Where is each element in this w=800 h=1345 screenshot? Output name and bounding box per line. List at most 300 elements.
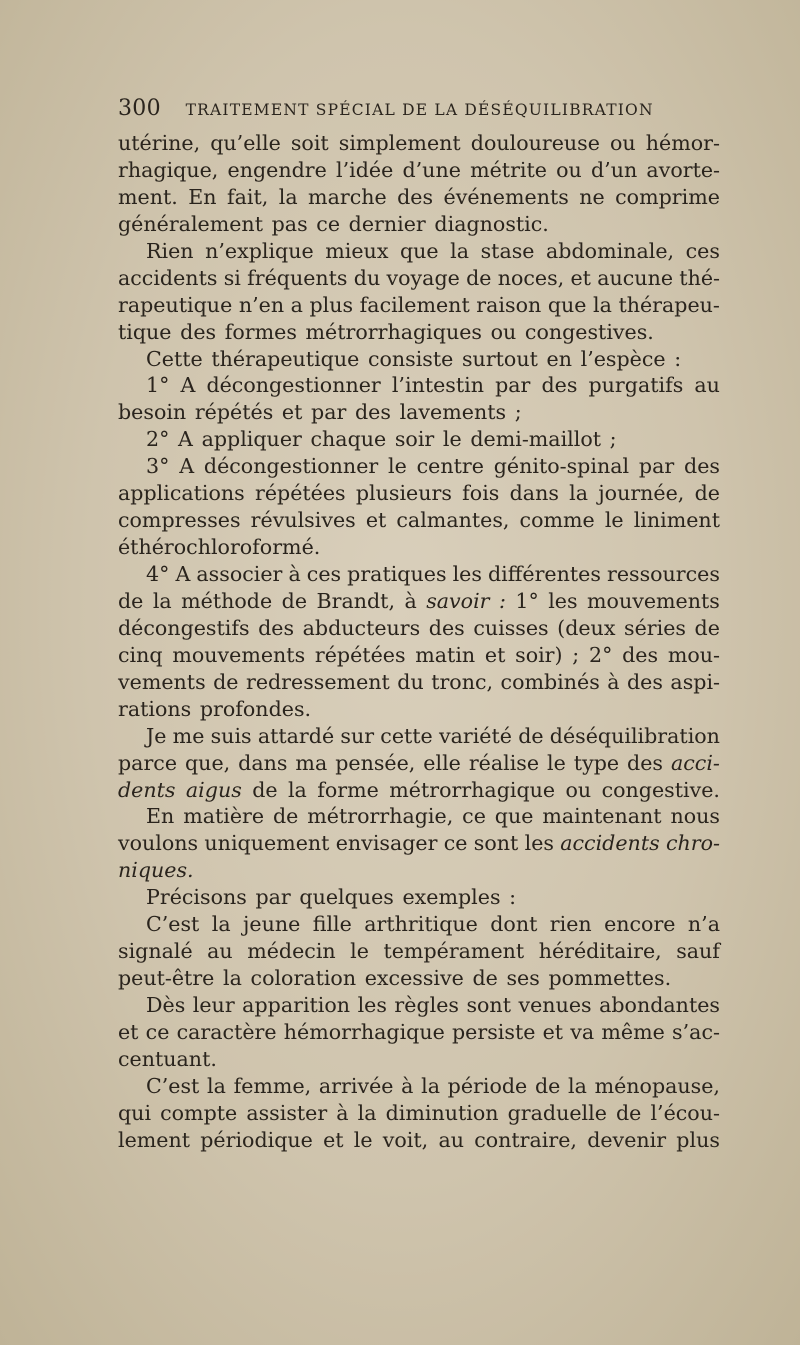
- text-word: métrorrhagiques: [305, 319, 482, 344]
- text-word: n’a: [687, 912, 720, 937]
- text-line: [118, 965, 720, 992]
- text-word: mou-: [667, 642, 720, 667]
- text-word: les: [524, 831, 554, 856]
- text-word: hémor-: [645, 131, 720, 155]
- text-word: 2°: [146, 427, 170, 452]
- text-word: soit: [290, 131, 329, 155]
- text-word: métrorrhagique: [389, 777, 556, 802]
- text-word: demi-maillot: [470, 427, 602, 452]
- text-line: [118, 157, 720, 184]
- text-word: pensée,: [335, 750, 416, 775]
- text-word: de: [518, 723, 544, 748]
- text-word: contraire,: [474, 1127, 577, 1152]
- text-line: [118, 911, 720, 938]
- text-line: [118, 615, 720, 642]
- text-word: thé-: [679, 265, 720, 290]
- text-word: ce: [443, 831, 468, 856]
- text-word: acci-: [670, 750, 720, 775]
- text-word: simplement: [338, 131, 461, 155]
- text-word: d’un: [590, 157, 638, 182]
- text-word: soir): [515, 642, 563, 667]
- text-word: métrite: [470, 157, 547, 182]
- text-line: [118, 750, 720, 777]
- text-word: assister: [246, 1100, 328, 1125]
- text-word: comme: [519, 508, 595, 533]
- text-word: En: [146, 804, 175, 829]
- text-word: héréditaire,: [538, 939, 662, 964]
- text-line: [118, 534, 720, 561]
- text-word: des: [627, 669, 663, 694]
- text-word: :: [509, 885, 517, 910]
- text-word: par: [638, 454, 675, 479]
- text-word: abducteurs: [302, 615, 421, 640]
- text-word: stase: [480, 238, 535, 263]
- text-word: mieux: [325, 238, 389, 263]
- text-word: ;: [572, 642, 580, 667]
- text-line: [118, 1127, 720, 1154]
- text-word: redressement: [245, 669, 390, 694]
- text-word: de: [466, 265, 492, 290]
- text-word: la: [569, 481, 589, 506]
- text-word: n’explique: [205, 238, 314, 263]
- text-word: la: [207, 1073, 226, 1098]
- text-word: tique: [118, 319, 172, 344]
- text-word: ment.: [118, 184, 178, 209]
- text-word: dans: [509, 481, 559, 506]
- text-word: en: [546, 346, 572, 371]
- text-word: le: [388, 454, 407, 479]
- text-line: [118, 453, 720, 480]
- text-word: compte: [160, 1100, 238, 1125]
- text-word: coloration: [250, 966, 357, 991]
- text-word: dernier: [348, 211, 426, 236]
- text-word: fille: [312, 912, 352, 937]
- text-word: nous: [670, 804, 720, 829]
- text-word: venues: [518, 993, 592, 1017]
- text-word: rapeutique: [118, 292, 233, 317]
- text-word: maintenant: [542, 804, 662, 829]
- text-word: de: [252, 777, 278, 802]
- text-word: apparition: [242, 993, 351, 1017]
- text-line: [118, 588, 720, 615]
- text-word: 3°: [146, 454, 170, 479]
- text-word: ses: [506, 966, 540, 991]
- text-word: à: [336, 1100, 349, 1125]
- body-text: [118, 130, 720, 1154]
- text-word: déséquilibration: [549, 723, 720, 748]
- text-word: :: [498, 588, 506, 613]
- text-word: des: [541, 373, 578, 398]
- text-word: que: [399, 238, 439, 263]
- text-line: [118, 507, 720, 534]
- text-word: que: [494, 804, 534, 829]
- text-word: n’en: [238, 292, 285, 317]
- text-word: sont: [473, 831, 519, 856]
- text-word: femme,: [233, 1073, 312, 1098]
- text-word: la: [223, 966, 242, 991]
- text-word: à: [404, 588, 417, 613]
- text-word: de: [213, 669, 239, 694]
- text-word: peut-être: [118, 966, 215, 991]
- text-word: ce: [316, 211, 341, 236]
- text-word: qui: [118, 1100, 152, 1125]
- text-word: rien: [549, 912, 592, 937]
- text-word: à: [401, 1073, 414, 1098]
- text-word: calmantes,: [396, 508, 510, 533]
- text-word: encore: [604, 912, 676, 937]
- text-word: En: [188, 184, 217, 209]
- text-word: ressources: [606, 562, 720, 586]
- text-word: Précisons: [146, 885, 247, 910]
- text-line: [118, 857, 720, 884]
- text-word: 4°: [146, 562, 170, 586]
- text-word: par: [311, 400, 347, 425]
- text-word: généralement: [118, 211, 263, 236]
- text-word: dont: [490, 912, 538, 937]
- text-word: plusieurs: [355, 481, 452, 506]
- text-line: [118, 803, 720, 830]
- text-line: [118, 184, 720, 211]
- text-word: rhagique,: [118, 157, 219, 182]
- text-word: ;: [514, 400, 522, 425]
- text-word: appliquer: [201, 427, 302, 452]
- text-word: A: [178, 427, 193, 452]
- text-line: [118, 696, 720, 723]
- text-word: Dès: [146, 993, 186, 1017]
- text-word: ce: [145, 1019, 170, 1044]
- text-word: l’écou-: [650, 1100, 720, 1125]
- text-word: et: [365, 508, 387, 533]
- text-word: excessive: [364, 966, 464, 991]
- text-word: caractère: [176, 1019, 277, 1044]
- text-word: plus: [676, 1127, 720, 1152]
- text-line: [118, 561, 720, 588]
- text-word: répétés: [194, 400, 274, 425]
- text-word: la: [357, 1100, 377, 1125]
- text-word: mouvements: [172, 642, 306, 667]
- text-word: congestive.: [601, 777, 720, 802]
- text-word: qu’elle: [210, 131, 281, 155]
- text-word: fréquents: [247, 265, 348, 290]
- text-word: le: [604, 508, 624, 533]
- text-word: la: [568, 1073, 587, 1098]
- text-word: ou: [490, 319, 517, 344]
- text-word: diagnostic.: [434, 211, 549, 236]
- text-word: à: [607, 669, 620, 694]
- text-word: d’une: [402, 157, 461, 182]
- text-word: diminution: [385, 1100, 499, 1125]
- text-word: voit,: [382, 1127, 429, 1152]
- text-word: cinq: [118, 642, 163, 667]
- text-word: Rien: [146, 238, 194, 263]
- text-word: des: [258, 615, 295, 640]
- text-word: soir: [394, 427, 435, 452]
- text-word: réalise: [468, 750, 540, 775]
- text-word: répétées: [314, 642, 406, 667]
- text-word: centre: [416, 454, 484, 479]
- text-word: :: [674, 346, 682, 371]
- text-word: associer: [196, 562, 283, 586]
- text-word: a: [290, 292, 303, 317]
- text-word: applications: [118, 481, 245, 506]
- text-word: aigus: [185, 777, 242, 802]
- text-word: des: [627, 750, 663, 775]
- text-word: uniquement: [204, 831, 330, 856]
- text-word: type: [573, 750, 620, 775]
- text-word: les: [357, 993, 387, 1017]
- text-word: la: [450, 238, 470, 263]
- text-word: que,: [185, 750, 231, 775]
- text-word: décongestifs: [118, 615, 250, 640]
- text-word: arthritique: [364, 912, 478, 937]
- text-word: et: [484, 642, 506, 667]
- text-line: [118, 292, 720, 319]
- text-line: [118, 346, 720, 373]
- text-word: dans: [238, 750, 288, 775]
- text-word: différentes: [487, 562, 601, 586]
- text-word: du: [397, 669, 424, 694]
- text-word: la: [278, 184, 298, 209]
- text-line: [118, 723, 720, 750]
- text-word: envisager: [335, 831, 438, 856]
- text-word: décongestionner: [206, 373, 381, 398]
- text-word: attardé: [257, 723, 335, 748]
- text-word: graduelle: [507, 1100, 607, 1125]
- text-word: variété: [438, 723, 512, 748]
- text-word: facilement: [359, 292, 470, 317]
- text-word: par: [495, 373, 531, 398]
- text-word: de: [694, 615, 720, 640]
- text-word: surtout: [461, 346, 538, 371]
- text-word: ou: [610, 131, 636, 155]
- text-word: de: [472, 966, 498, 991]
- text-word: la: [152, 588, 172, 613]
- text-word: dents: [118, 777, 176, 802]
- text-word: congestives.: [524, 319, 654, 344]
- text-line: [118, 1100, 720, 1127]
- text-word: de: [534, 1073, 561, 1098]
- text-word: matière: [183, 804, 265, 829]
- text-word: le: [442, 427, 462, 452]
- text-word: au: [438, 1127, 464, 1152]
- text-line: [118, 130, 720, 157]
- text-word: le: [350, 939, 369, 964]
- text-word: ou: [565, 777, 592, 802]
- text-word: voyage: [386, 265, 460, 290]
- text-word: s’ac-: [672, 1019, 720, 1044]
- text-word: formes: [224, 319, 297, 344]
- text-word: de: [694, 481, 720, 506]
- text-word: des: [397, 184, 434, 209]
- text-word: et: [323, 1127, 344, 1152]
- text-word: abondantes: [599, 993, 720, 1017]
- text-word: 1°: [515, 588, 539, 613]
- text-word: rations: [118, 696, 192, 721]
- text-word: mouvements: [587, 588, 720, 613]
- text-word: et: [570, 265, 591, 290]
- text-word: si: [223, 265, 241, 290]
- text-word: décongestionner: [203, 454, 379, 479]
- text-word: cette: [380, 723, 433, 748]
- text-word: même: [601, 1019, 665, 1044]
- text-word: Je: [146, 723, 167, 748]
- text-word: arrivée: [318, 1073, 394, 1098]
- text-word: révulsives: [250, 508, 356, 533]
- text-word: lement: [118, 1127, 191, 1152]
- text-word: aucune: [597, 265, 674, 290]
- running-head: [118, 92, 718, 124]
- text-word: sont: [466, 993, 511, 1017]
- text-word: persiste: [452, 1019, 536, 1044]
- text-word: abdominale,: [546, 238, 675, 263]
- text-word: signalé: [118, 939, 193, 964]
- text-word: des: [180, 319, 217, 344]
- text-word: tronc,: [431, 669, 494, 694]
- text-word: tempérament: [383, 939, 525, 964]
- text-word: et: [118, 1019, 139, 1044]
- text-word: la: [211, 912, 231, 937]
- text-word: sur: [340, 723, 375, 748]
- text-word: la: [421, 1073, 440, 1098]
- text-word: 1°: [146, 373, 170, 398]
- text-line: [118, 480, 720, 507]
- text-word: liniment: [633, 508, 720, 533]
- text-word: parce: [118, 750, 178, 775]
- text-word: au: [207, 939, 233, 964]
- text-word: jeune: [243, 912, 301, 937]
- text-line: [118, 642, 720, 669]
- text-word: des: [428, 615, 465, 640]
- text-word: voulons: [118, 831, 199, 856]
- text-word: que: [547, 292, 587, 317]
- text-word: ne: [579, 184, 605, 209]
- text-word: à: [288, 562, 301, 586]
- text-word: des: [622, 642, 659, 667]
- text-word: le: [547, 750, 566, 775]
- text-word: sauf: [676, 939, 720, 964]
- text-word: noces,: [497, 265, 565, 290]
- text-word: la: [287, 777, 307, 802]
- text-word: l’idée: [336, 157, 394, 182]
- text-word: vements: [118, 669, 206, 694]
- text-word: combinés: [500, 669, 600, 694]
- text-line: [118, 884, 720, 911]
- text-word: C’est: [146, 1073, 200, 1098]
- text-word: Cette: [146, 346, 203, 371]
- text-word: compresses: [118, 508, 241, 533]
- text-word: plus: [309, 292, 354, 317]
- text-word: cuisses: [473, 615, 549, 640]
- text-word: comprime: [615, 184, 720, 209]
- text-word: pommettes.: [548, 966, 672, 991]
- text-word: ménopause,: [594, 1073, 720, 1098]
- text-word: journée,: [598, 481, 685, 506]
- text-word: de: [118, 588, 144, 613]
- text-line: [118, 830, 720, 857]
- text-word: génito-spinal: [493, 454, 630, 479]
- text-word: et: [542, 1019, 564, 1044]
- text-line: [118, 1073, 720, 1100]
- text-word: matin: [415, 642, 476, 667]
- text-word: méthode: [181, 588, 273, 613]
- text-line: [118, 319, 720, 346]
- text-word: utérine,: [118, 131, 201, 155]
- text-word: chaque: [310, 427, 387, 452]
- text-word: médecin: [247, 939, 336, 964]
- text-word: aspi-: [670, 669, 720, 694]
- text-word: 2°: [588, 642, 613, 667]
- running-title: TRAITEMENT SPÉCIAL DE LA DÉSÉQUILIBRATION: [185, 101, 654, 119]
- text-word: les: [548, 588, 578, 613]
- text-word: le: [353, 1127, 373, 1152]
- text-word: métrorrhagie,: [307, 804, 454, 829]
- text-word: elle: [423, 750, 461, 775]
- text-word: au: [694, 373, 720, 398]
- text-word: les: [452, 562, 482, 586]
- text-word: événements: [443, 184, 569, 209]
- text-word: douloureuse: [470, 131, 600, 155]
- text-word: va: [570, 1019, 595, 1044]
- text-word: (deux: [557, 615, 616, 640]
- text-word: leur: [192, 993, 235, 1017]
- text-line: [118, 938, 720, 965]
- text-word: des: [354, 400, 391, 425]
- text-word: A: [180, 373, 196, 398]
- text-word: devenir: [587, 1127, 667, 1152]
- text-word: suis: [210, 723, 252, 748]
- text-word: Brandt,: [316, 588, 395, 613]
- text-word: accidents: [118, 265, 218, 290]
- text-word: pratiques: [347, 562, 447, 586]
- text-word: consiste: [367, 346, 454, 371]
- text-word: ce: [462, 804, 486, 829]
- text-word: A: [179, 454, 195, 479]
- text-word: lavements: [399, 400, 507, 425]
- text-line: [118, 669, 720, 696]
- text-word: purgatifs: [588, 373, 684, 398]
- text-word: exemples: [402, 885, 501, 910]
- text-word: l’intestin: [391, 373, 484, 398]
- text-word: forme: [317, 777, 379, 802]
- text-word: chro-: [665, 831, 720, 856]
- text-word: C’est: [146, 912, 200, 937]
- text-word: ces: [685, 238, 720, 263]
- text-word: raison: [476, 292, 542, 317]
- text-line: [118, 992, 720, 1019]
- text-word: l’espèce: [580, 346, 666, 371]
- text-word: ma: [295, 750, 328, 775]
- text-word: périodique: [200, 1127, 313, 1152]
- text-word: et: [281, 400, 303, 425]
- text-word: règles: [394, 993, 459, 1017]
- text-word: quelques: [299, 885, 394, 910]
- text-word: répétées: [254, 481, 346, 506]
- text-line: [118, 265, 720, 292]
- text-word: thérapeutique: [211, 346, 360, 371]
- text-word: A: [175, 562, 191, 586]
- text-word: accidents: [560, 831, 660, 856]
- text-word: besoin: [118, 400, 187, 425]
- text-line: [118, 1019, 720, 1046]
- text-line: [118, 1046, 720, 1073]
- text-word: me: [172, 723, 205, 748]
- text-word: savoir: [426, 588, 490, 613]
- text-word: de: [273, 804, 299, 829]
- text-word: centuant.: [118, 1046, 217, 1071]
- text-word: par: [255, 885, 291, 910]
- text-line: [118, 372, 720, 399]
- text-word: avorte-: [646, 157, 720, 182]
